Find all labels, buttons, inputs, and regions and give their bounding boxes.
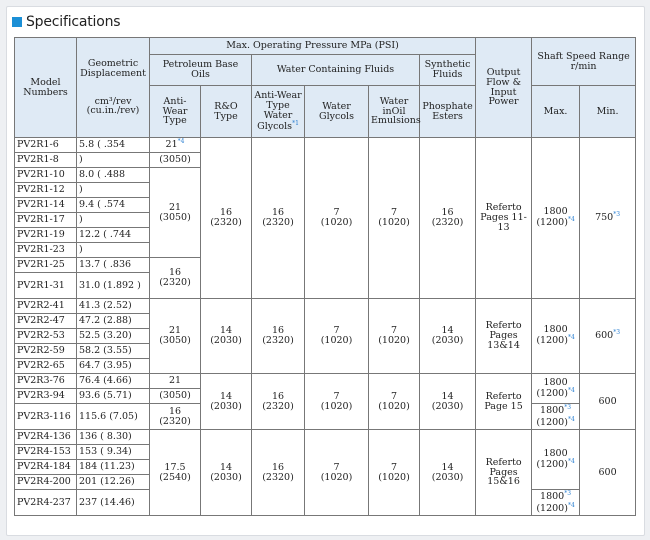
disp-cell: 184 (11.23) [77,460,150,475]
wg-cell: 7 (1020) [305,374,369,430]
header-output-flow: Output Flow & Input Power [476,38,532,138]
aw-cell: (3050) [150,389,201,404]
disp-cell: 47.2 (2.88) [77,314,150,329]
section-title: Specifications [26,14,121,30]
disp-cell: ) [77,213,150,228]
aw-cell: 21 (3050) [150,168,201,258]
model-cell: PV2R4-153 [15,445,77,460]
awwg-cell: 16 (2320) [252,138,305,299]
aw-cell: 16 (2320) [150,404,201,430]
header-shaft-speed: Shaft Speed Range r/min [532,38,636,86]
max-cell: 1800 $(1200)^{*4}$ [532,138,580,299]
wg-cell: 7 (1020) [305,299,369,374]
header-rno: R&O Type [201,86,252,138]
aw-cell: (3050) [150,153,201,168]
disp-cell: 93.6 (5.71) [77,389,150,404]
header-water-containing: Water Containing Fluids [252,55,420,86]
section-heading [12,13,120,31]
header-max: Max. [532,86,580,138]
disp-cell: 9.4 ( .574 [77,198,150,213]
min-cell: 600$^{*3}$ [580,299,636,374]
disp-cell: 58.2 (3.55) [77,344,150,359]
model-cell: PV2R1-23 [15,243,77,258]
specifications-table [14,37,636,516]
model-cell: PV2R3-94 [15,389,77,404]
rno-cell: 16 (2320) [201,138,252,299]
max-cell: 1800$^{*3}$ $(1200)^{*4}$ [532,404,580,430]
woe-cell: 7 (1020) [369,430,420,516]
min-cell: 600 [580,430,636,516]
aw-cell: 21$^{*4}$ [150,138,201,153]
pe-cell: 14 (2030) [420,374,476,430]
aw-cell: 21 (3050) [150,299,201,374]
model-cell: PV2R1-17 [15,213,77,228]
header-aw-water-glycols: Anti-Wear Type Water Glycols$^{*1}$ [252,86,305,138]
model-cell: PV2R2-59 [15,344,77,359]
disp-cell: 76.4 (4.66) [77,374,150,389]
wg-cell: 7 (1020) [305,430,369,516]
model-cell: PV2R2-65 [15,359,77,374]
model-cell: PV2R4-237 [15,490,77,516]
max-cell: 1800 $(1200)^{*4}$ [532,374,580,404]
pe-cell: 14 (2030) [420,299,476,374]
model-cell: PV2R3-76 [15,374,77,389]
ref-cell: Referto Pages 11-13 [476,138,532,299]
ref-cell: Referto Pages 13&14 [476,299,532,374]
disp-cell: 13.7 ( .836 [77,258,150,273]
disp-cell: 153 ( 9.34) [77,445,150,460]
model-cell: PV2R4-200 [15,475,77,490]
header-model-numbers: Model Numbers [15,38,77,138]
disp-cell: 115.6 (7.05) [77,404,150,430]
min-cell: 600 [580,374,636,430]
model-cell: PV2R1-25 [15,258,77,273]
min-cell: 750$^{*3}$ [580,138,636,299]
header-anti-wear: Anti-Wear Type [150,86,201,138]
aw-cell: 21 [150,374,201,389]
pe-cell: 14 (2030) [420,430,476,516]
rno-cell: 14 (2030) [201,374,252,430]
model-cell: PV2R1-19 [15,228,77,243]
awwg-cell: 16 (2320) [252,430,305,516]
disp-cell: ) [77,243,150,258]
disp-cell: 52.5 (3.20) [77,329,150,344]
header-max-pressure: Max. Operating Pressure MPa (PSI) [150,38,476,55]
header-min: Min. [580,86,636,138]
table-row [15,138,636,153]
model-cell: PV2R2-41 [15,299,77,314]
aw-cell: 17.5 (2540) [150,430,201,516]
disp-cell: 136 ( 8.30) [77,430,150,445]
model-cell: PV2R2-47 [15,314,77,329]
disp-cell: 64.7 (3.95) [77,359,150,374]
aw-cell: 16 (2320) [150,258,201,299]
model-cell: PV2R1-10 [15,168,77,183]
ref-cell: Referto Pages 15&16 [476,430,532,516]
model-cell: PV2R4-136 [15,430,77,445]
rno-cell: 14 (2030) [201,430,252,516]
woe-cell: 7 (1020) [369,138,420,299]
disp-cell: 5.8 ( .354 [77,138,150,153]
disp-cell: 8.0 ( .488 [77,168,150,183]
header-water-oil: Water inOil Emulsions [369,86,420,138]
model-cell: PV2R1-8 [15,153,77,168]
max-cell: 1800 $(1200)^{*4}$ [532,299,580,374]
disp-cell: ) [77,183,150,198]
wg-cell: 7 (1020) [305,138,369,299]
table-row [15,430,636,445]
model-cell: PV2R4-184 [15,460,77,475]
table-row [15,374,636,389]
disp-cell: 201 (12.26) [77,475,150,490]
model-cell: PV2R1-14 [15,198,77,213]
disp-cell: 41.3 (2.52) [77,299,150,314]
disp-cell: 12.2 ( .744 [77,228,150,243]
table-row [15,299,636,314]
header-geometric-displacement: Geometric Displacement cm³/rev (cu.in./rev) [77,38,150,138]
disp-cell: 31.0 (1.892 ) [77,273,150,299]
max-cell: 1800$^{*3}$ $(1200)^{*4}$ [532,490,580,516]
header-petroleum: Petroleum Base Oils [150,55,252,86]
awwg-cell: 16 (2320) [252,374,305,430]
header-phosphate: Phosphate Esters [420,86,476,138]
pe-cell: 16 (2320) [420,138,476,299]
model-cell: PV2R1-12 [15,183,77,198]
max-cell: 1800 $(1200)^{*4}$ [532,430,580,490]
disp-cell: 237 (14.46) [77,490,150,516]
model-cell: PV2R3-116 [15,404,77,430]
ref-cell: Referto Page 15 [476,374,532,430]
rno-cell: 14 (2030) [201,299,252,374]
section-marker-icon [12,17,22,27]
header-water-glycols: Water Glycols [305,86,369,138]
model-cell: PV2R1-6 [15,138,77,153]
model-cell: PV2R1-31 [15,273,77,299]
model-cell: PV2R2-53 [15,329,77,344]
woe-cell: 7 (1020) [369,374,420,430]
disp-cell: ) [77,153,150,168]
woe-cell: 7 (1020) [369,299,420,374]
header-synthetic: Synthetic Fluids [420,55,476,86]
awwg-cell: 16 (2320) [252,299,305,374]
